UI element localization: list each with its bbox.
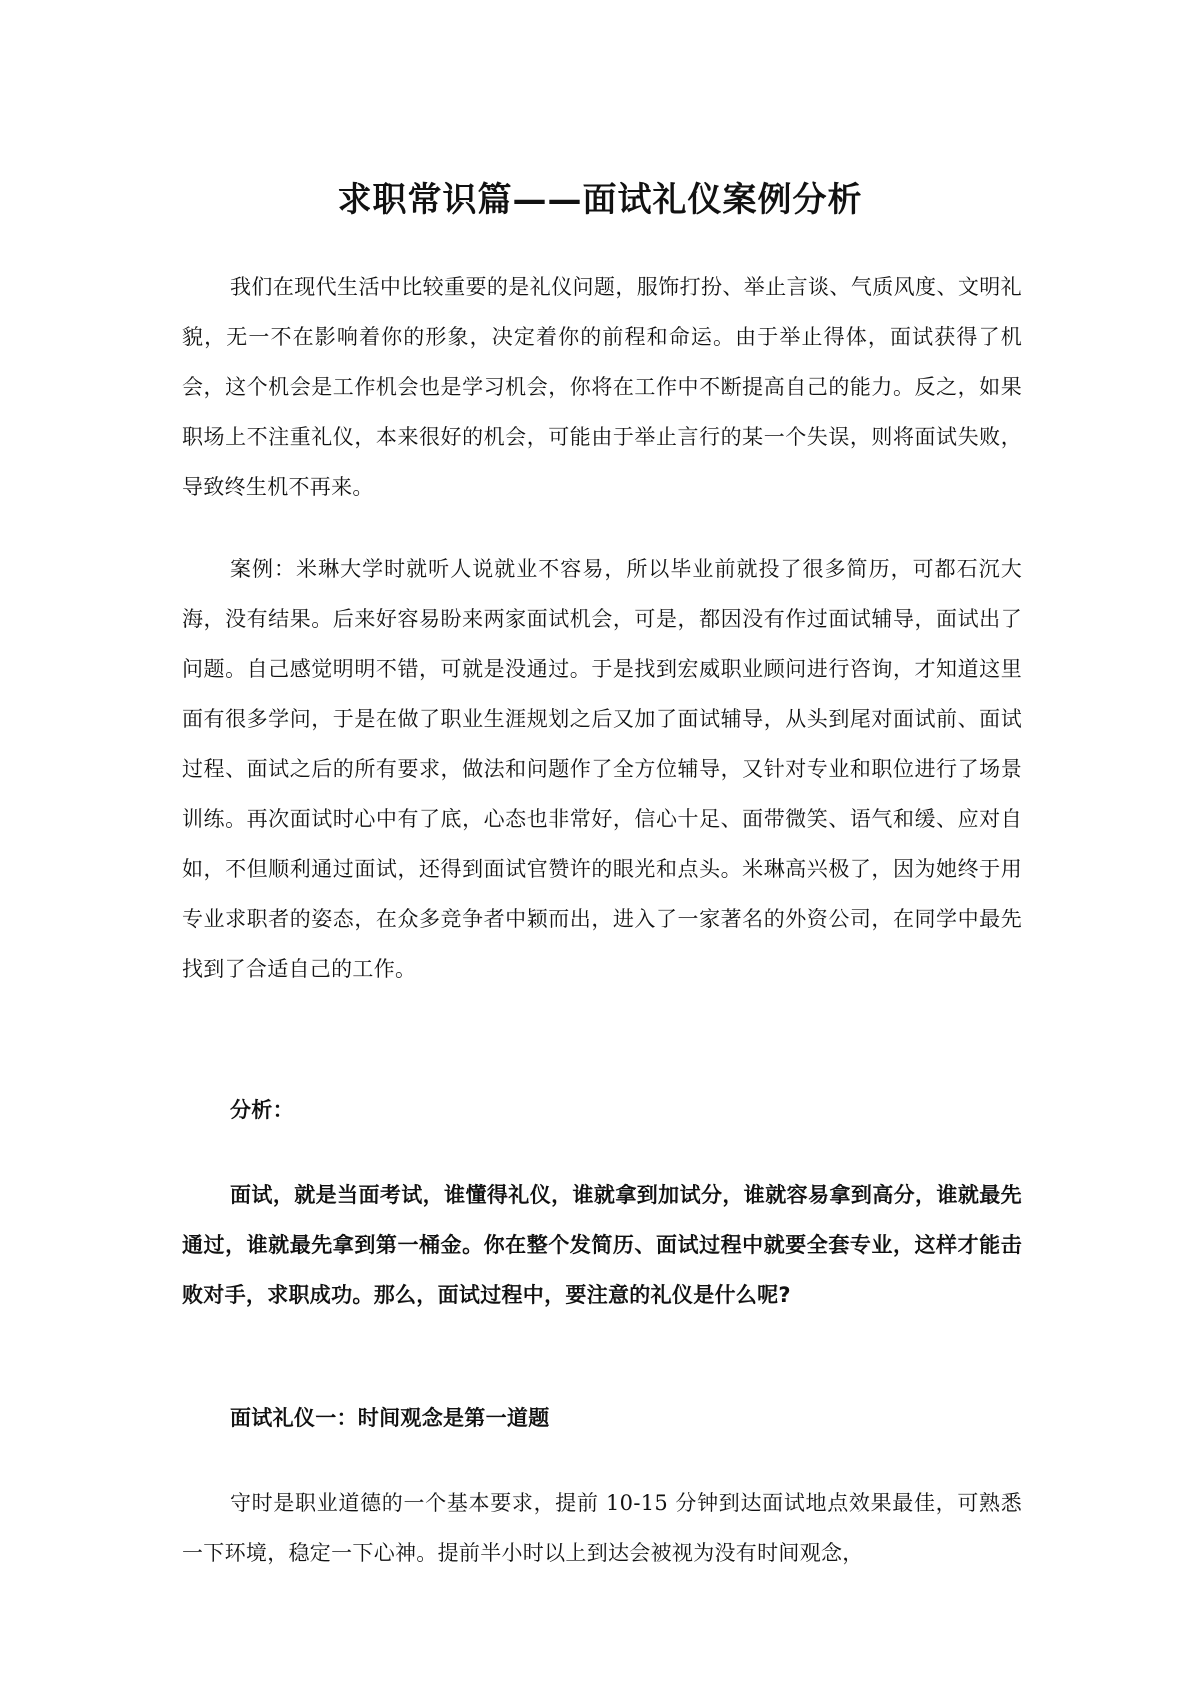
document-title: 求职常识篇——面试礼仪案例分析 <box>337 180 863 220</box>
analysis-paragraph: 面试，就是当面考试，谁懂得礼仪，谁就拿到加试分，谁就容易拿到高分，谁就最先通过，谁就最先拿到第一桶金。你在整个发简历、面试过程中就要全套专业，这样才能击败对手，求职成功。那么，面试过程中，要注意的礼仪是什么呢? <box>182 1183 1022 1307</box>
case-paragraph: 案例：米琳大学时就听人说就业不容易，所以毕业前就投了很多简历，可都石沉大海，没有结果。后来好容易盼来两家面试机会，可是，都因没有作过面试辅导，面试出了问题。自己感觉明明不错，可就是没通过。于是找到宏威职业顾问进行咨询，才知道这里面有很多学问，于是在做了职业生涯规划之后又加了面试辅导，从头到尾对面试前、面试过程、面试之后的所有要求，做法和问题作了全方位辅导，又针对专业和职位进行了场景训练。再次面试时心中有了底，心态也非常好，信心十足、面带微笑、语气和缓、应对自如，不但顺利通过面试，还得到面试官赞许的眼光和点头。米琳高兴极了，因为她终于用专业求职者的姿态，在众多竞争者中颖而出，进入了一家著名的外资公司，在同学中最先找到了合适自己的工作。 <box>182 557 1022 981</box>
section-1-body: 守时是职业道德的一个基本要求，提前 10-15 分钟到达面试地点效果最佳，可熟悉一下环境，稳定一下心神。提前半小时以上到达会被视为没有时间观念， <box>182 1491 1022 1565</box>
section-1-heading: 面试礼仪一：时间观念是第一道题 <box>230 1406 550 1430</box>
analysis-heading: 分析： <box>230 1098 294 1122</box>
intro-paragraph: 我们在现代生活中比较重要的是礼仪问题，服饰打扮、举止言谈、气质风度、文明礼貌，无一不在影响着你的形象，决定着你的前程和命运。由于举止得体，面试获得了机会，这个机会是工作机会也是学习机会，你将在工作中不断提高自己的能力。反之，如果职场上不注重礼仪，本来很好的机会，可能由于举止言行的某一个失误，则将面试失败，导致终生机不再来。 <box>182 275 1022 499</box>
